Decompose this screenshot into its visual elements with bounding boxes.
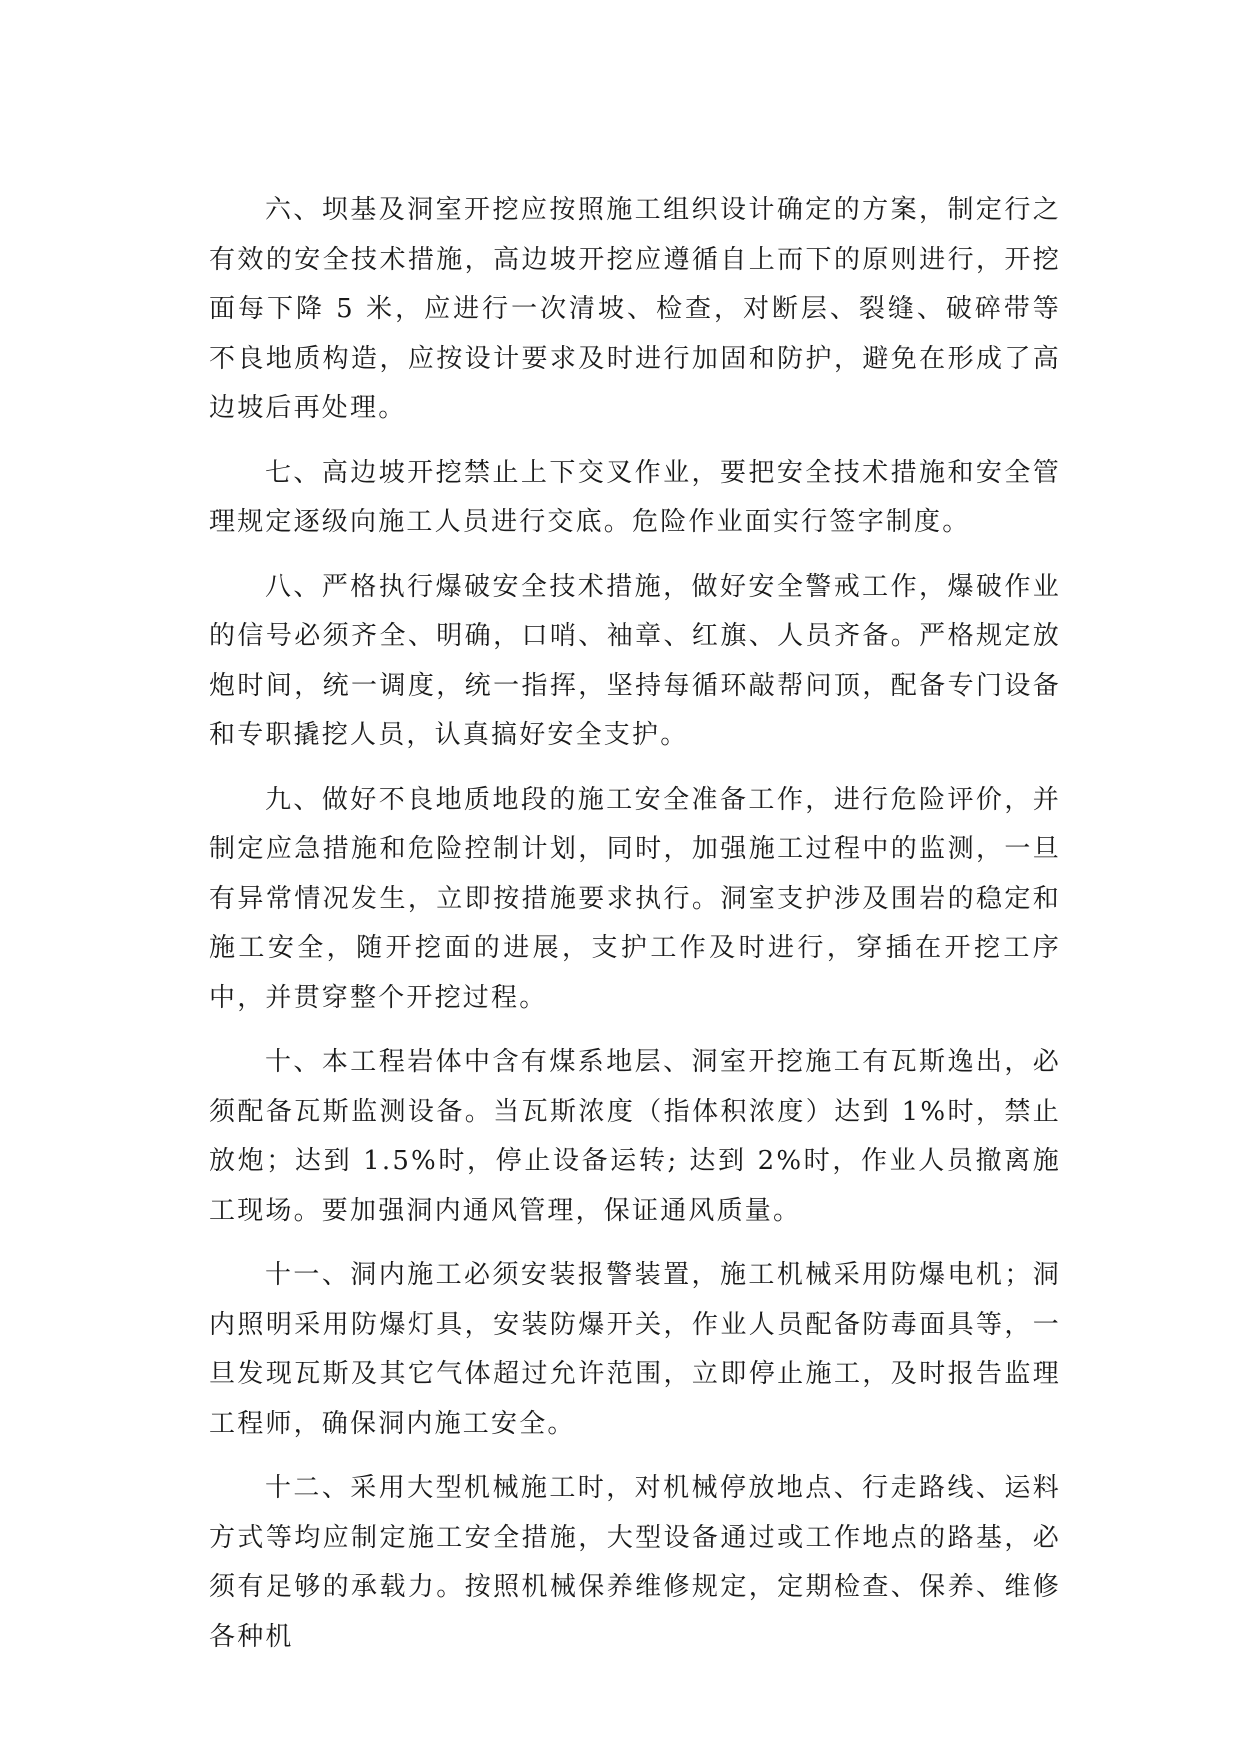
paragraph-6: 六、坝基及洞室开挖应按照施工组织设计确定的方案，制定行之有效的安全技术措施，高边坡开挖应遵循自上而下的原则进行，开挖面每下降 5 米，应进行一次清坡、检查，对断层、裂缝、破碎带等不良地质构造，应按设计要求及时进行加固和防护，避免在形成了高边坡后再处理。 [209, 195, 1061, 423]
paragraph-8: 八、严格执行爆破安全技术措施，做好安全警戒工作，爆破作业的信号必须齐全、明确，口哨、袖章、红旗、人员齐备。严格规定放炮时间，统一调度，统一指挥，坚持每循环敲帮问顶，配备专门设备和专职撬挖人员，认真搞好安全支护。 [209, 571, 1061, 750]
paragraph-10: 十、本工程岩体中含有煤系地层、洞室开挖施工有瓦斯逸出，必须配备瓦斯监测设备。当瓦斯浓度（指体积浓度）达到 1%时，禁止放炮；达到 1.5%时，停止设备运转; 达到 2%时，作业人员撤离施工现场。要加强洞内通风管理，保证通风质量。 [209, 1047, 1061, 1226]
paragraph-12: 十二、采用大型机械施工时，对机械停放地点、行走路线、运料方式等均应制定施工安全措施，大型设备通过或工作地点的路基，必须有足够的承载力。按照机械保养维修规定，定期检查、保养、维修各种机 [209, 1473, 1061, 1652]
paragraph-9: 九、做好不良地质地段的施工安全准备工作，进行危险评价，并制定应急措施和危险控制计划，同时，加强施工过程中的监测，一旦有异常情况发生，立即按措施要求执行。洞室支护涉及围岩的稳定和施工安全，随开挖面的进展，支护工作及时进行，穿插在开挖工序中，并贯穿整个开挖过程。 [209, 784, 1061, 1013]
paragraph-11: 十一、洞内施工必须安装报警装置，施工机械采用防爆电机；洞内照明采用防爆灯具，安装防爆开关，作业人员配备防毒面具等，一旦发现瓦斯及其它气体超过允许范围，立即停止施工，及时报告监理工程师，确保洞内施工安全。 [209, 1260, 1061, 1439]
paragraph-7: 七、高边坡开挖禁止上下交叉作业，要把安全技术措施和安全管理规定逐级向施工人员进行交底。危险作业面实行签字制度。 [209, 457, 1061, 537]
document-body [209, 186, 1061, 1677]
